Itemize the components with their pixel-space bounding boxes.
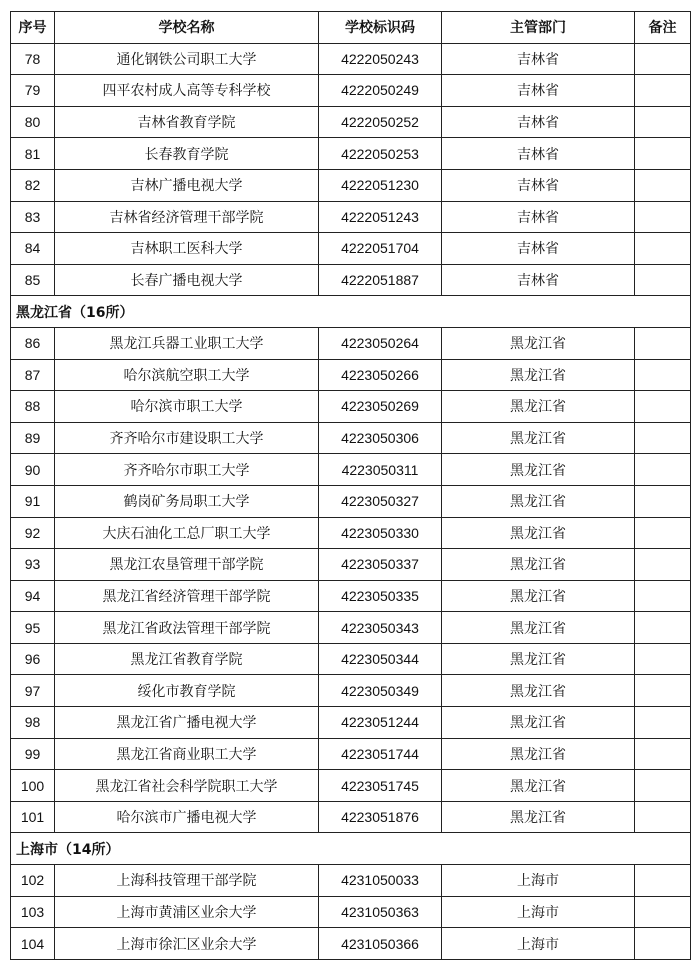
cell-school-code: 4222050252 — [319, 106, 442, 138]
cell-school-code: 4223050306 — [319, 422, 442, 454]
cell-department: 黑龙江省 — [442, 517, 635, 549]
cell-department: 吉林省 — [442, 75, 635, 107]
cell-index: 97 — [11, 675, 55, 707]
cell-school-name: 黑龙江农垦管理干部学院 — [55, 549, 319, 581]
cell-department: 黑龙江省 — [442, 770, 635, 802]
cell-school-code: 4223050269 — [319, 391, 442, 423]
table-row — [11, 612, 691, 644]
cell-department: 黑龙江省 — [442, 675, 635, 707]
table-row — [11, 896, 691, 928]
section-row — [11, 296, 691, 328]
cell-department: 吉林省 — [442, 43, 635, 75]
cell-department: 上海市 — [442, 865, 635, 897]
cell-school-name: 哈尔滨航空职工大学 — [55, 359, 319, 391]
cell-index: 84 — [11, 233, 55, 265]
cell-school-name: 绥化市教育学院 — [55, 675, 319, 707]
cell-school-name: 吉林广播电视大学 — [55, 169, 319, 201]
cell-department: 黑龙江省 — [442, 391, 635, 423]
cell-school-code: 4223050343 — [319, 612, 442, 644]
header-row — [11, 12, 691, 44]
cell-index: 98 — [11, 707, 55, 739]
cell-school-name: 上海市徐汇区业余大学 — [55, 928, 319, 960]
table-row — [11, 707, 691, 739]
table-body — [11, 43, 691, 959]
cell-department: 吉林省 — [442, 138, 635, 170]
table-row — [11, 517, 691, 549]
cell-index: 96 — [11, 643, 55, 675]
table-header — [11, 12, 691, 44]
cell-remarks — [635, 201, 691, 233]
header-index: 序号 — [11, 12, 55, 44]
cell-department: 黑龙江省 — [442, 580, 635, 612]
cell-index: 82 — [11, 169, 55, 201]
cell-index: 81 — [11, 138, 55, 170]
cell-index: 104 — [11, 928, 55, 960]
cell-department: 黑龙江省 — [442, 801, 635, 833]
cell-school-name: 大庆石油化工总厂职工大学 — [55, 517, 319, 549]
table-row — [11, 454, 691, 486]
cell-index: 88 — [11, 391, 55, 423]
cell-school-code: 4231050363 — [319, 896, 442, 928]
cell-department: 吉林省 — [442, 233, 635, 265]
cell-remarks — [635, 454, 691, 486]
cell-school-name: 吉林职工医科大学 — [55, 233, 319, 265]
cell-department: 吉林省 — [442, 106, 635, 138]
table-row — [11, 675, 691, 707]
cell-school-code: 4223050266 — [319, 359, 442, 391]
cell-school-name: 齐齐哈尔市职工大学 — [55, 454, 319, 486]
table-row — [11, 485, 691, 517]
cell-index: 89 — [11, 422, 55, 454]
table-row — [11, 327, 691, 359]
cell-remarks — [635, 770, 691, 802]
cell-remarks — [635, 327, 691, 359]
cell-school-code: 4222050249 — [319, 75, 442, 107]
cell-department: 吉林省 — [442, 264, 635, 296]
cell-index: 99 — [11, 738, 55, 770]
cell-school-code: 4222051243 — [319, 201, 442, 233]
cell-remarks — [635, 485, 691, 517]
cell-school-code: 4223050344 — [319, 643, 442, 675]
cell-department: 黑龙江省 — [442, 422, 635, 454]
cell-department: 黑龙江省 — [442, 359, 635, 391]
cell-index: 78 — [11, 43, 55, 75]
table-row — [11, 106, 691, 138]
cell-department: 上海市 — [442, 928, 635, 960]
cell-index: 79 — [11, 75, 55, 107]
cell-remarks — [635, 517, 691, 549]
cell-department: 黑龙江省 — [442, 549, 635, 581]
cell-school-name: 黑龙江省政法管理干部学院 — [55, 612, 319, 644]
cell-school-name: 通化钢铁公司职工大学 — [55, 43, 319, 75]
cell-index: 102 — [11, 865, 55, 897]
table-row — [11, 422, 691, 454]
cell-school-name: 长春广播电视大学 — [55, 264, 319, 296]
table-row — [11, 928, 691, 960]
header-remarks: 备注 — [635, 12, 691, 44]
cell-school-code: 4223050327 — [319, 485, 442, 517]
cell-remarks — [635, 422, 691, 454]
table-row — [11, 138, 691, 170]
table-row — [11, 865, 691, 897]
table-row — [11, 391, 691, 423]
cell-index: 95 — [11, 612, 55, 644]
cell-remarks — [635, 580, 691, 612]
cell-school-name: 哈尔滨市职工大学 — [55, 391, 319, 423]
cell-school-code: 4222050243 — [319, 43, 442, 75]
cell-school-name: 吉林省经济管理干部学院 — [55, 201, 319, 233]
cell-remarks — [635, 391, 691, 423]
cell-department: 黑龙江省 — [442, 738, 635, 770]
cell-remarks — [635, 43, 691, 75]
cell-index: 91 — [11, 485, 55, 517]
cell-index: 92 — [11, 517, 55, 549]
cell-school-code: 4222051704 — [319, 233, 442, 265]
cell-school-name: 黑龙江兵器工业职工大学 — [55, 327, 319, 359]
cell-department: 黑龙江省 — [442, 612, 635, 644]
cell-school-name: 上海科技管理干部学院 — [55, 865, 319, 897]
cell-school-code: 4223050264 — [319, 327, 442, 359]
cell-index: 85 — [11, 264, 55, 296]
cell-department: 黑龙江省 — [442, 485, 635, 517]
cell-remarks — [635, 75, 691, 107]
table-row — [11, 359, 691, 391]
cell-school-name: 黑龙江省商业职工大学 — [55, 738, 319, 770]
cell-school-name: 黑龙江省教育学院 — [55, 643, 319, 675]
table-row — [11, 233, 691, 265]
cell-remarks — [635, 738, 691, 770]
table-row — [11, 801, 691, 833]
cell-index: 101 — [11, 801, 55, 833]
cell-remarks — [635, 675, 691, 707]
cell-school-code: 4223050330 — [319, 517, 442, 549]
cell-school-name: 齐齐哈尔市建设职工大学 — [55, 422, 319, 454]
cell-school-name: 黑龙江省广播电视大学 — [55, 707, 319, 739]
cell-index: 83 — [11, 201, 55, 233]
cell-department: 黑龙江省 — [442, 643, 635, 675]
cell-school-code: 4223050337 — [319, 549, 442, 581]
cell-department: 黑龙江省 — [442, 707, 635, 739]
section-row — [11, 833, 691, 865]
cell-school-code: 4222051887 — [319, 264, 442, 296]
cell-school-name: 四平农村成人高等专科学校 — [55, 75, 319, 107]
cell-index: 94 — [11, 580, 55, 612]
cell-remarks — [635, 264, 691, 296]
cell-index: 103 — [11, 896, 55, 928]
table-row — [11, 549, 691, 581]
table-row — [11, 75, 691, 107]
cell-school-name: 黑龙江省社会科学院职工大学 — [55, 770, 319, 802]
cell-index: 90 — [11, 454, 55, 486]
cell-remarks — [635, 865, 691, 897]
cell-index: 86 — [11, 327, 55, 359]
cell-remarks — [635, 138, 691, 170]
table-row — [11, 643, 691, 675]
cell-school-name: 黑龙江省经济管理干部学院 — [55, 580, 319, 612]
cell-remarks — [635, 707, 691, 739]
cell-school-code: 4223050311 — [319, 454, 442, 486]
cell-school-code: 4223050335 — [319, 580, 442, 612]
table-row — [11, 738, 691, 770]
cell-index: 93 — [11, 549, 55, 581]
header-school-code: 学校标识码 — [319, 12, 442, 44]
cell-school-code: 4223051744 — [319, 738, 442, 770]
cell-school-name: 长春教育学院 — [55, 138, 319, 170]
cell-school-name: 上海市黄浦区业余大学 — [55, 896, 319, 928]
section-label: 黑龙江省（16所） — [11, 296, 691, 328]
cell-remarks — [635, 106, 691, 138]
cell-department: 黑龙江省 — [442, 454, 635, 486]
cell-remarks — [635, 896, 691, 928]
cell-school-name: 哈尔滨市广播电视大学 — [55, 801, 319, 833]
cell-remarks — [635, 801, 691, 833]
table-row — [11, 770, 691, 802]
cell-index: 80 — [11, 106, 55, 138]
cell-school-code: 4223050349 — [319, 675, 442, 707]
table-row — [11, 580, 691, 612]
cell-remarks — [635, 233, 691, 265]
cell-remarks — [635, 612, 691, 644]
cell-remarks — [635, 359, 691, 391]
cell-remarks — [635, 643, 691, 675]
table-row — [11, 201, 691, 233]
cell-school-name: 吉林省教育学院 — [55, 106, 319, 138]
cell-school-code: 4222050253 — [319, 138, 442, 170]
cell-school-code: 4231050366 — [319, 928, 442, 960]
header-school-name: 学校名称 — [55, 12, 319, 44]
table-row — [11, 43, 691, 75]
header-department: 主管部门 — [442, 12, 635, 44]
table-row — [11, 169, 691, 201]
school-list-table — [10, 11, 691, 960]
cell-department: 黑龙江省 — [442, 327, 635, 359]
cell-school-code: 4223051745 — [319, 770, 442, 802]
cell-department: 上海市 — [442, 896, 635, 928]
cell-school-code: 4223051244 — [319, 707, 442, 739]
cell-remarks — [635, 928, 691, 960]
cell-school-code: 4222051230 — [319, 169, 442, 201]
cell-school-name: 鹤岗矿务局职工大学 — [55, 485, 319, 517]
cell-index: 100 — [11, 770, 55, 802]
cell-school-code: 4223051876 — [319, 801, 442, 833]
section-label: 上海市（14所） — [11, 833, 691, 865]
cell-remarks — [635, 169, 691, 201]
cell-school-code: 4231050033 — [319, 865, 442, 897]
table-row — [11, 264, 691, 296]
cell-index: 87 — [11, 359, 55, 391]
cell-department: 吉林省 — [442, 169, 635, 201]
cell-remarks — [635, 549, 691, 581]
cell-department: 吉林省 — [442, 201, 635, 233]
